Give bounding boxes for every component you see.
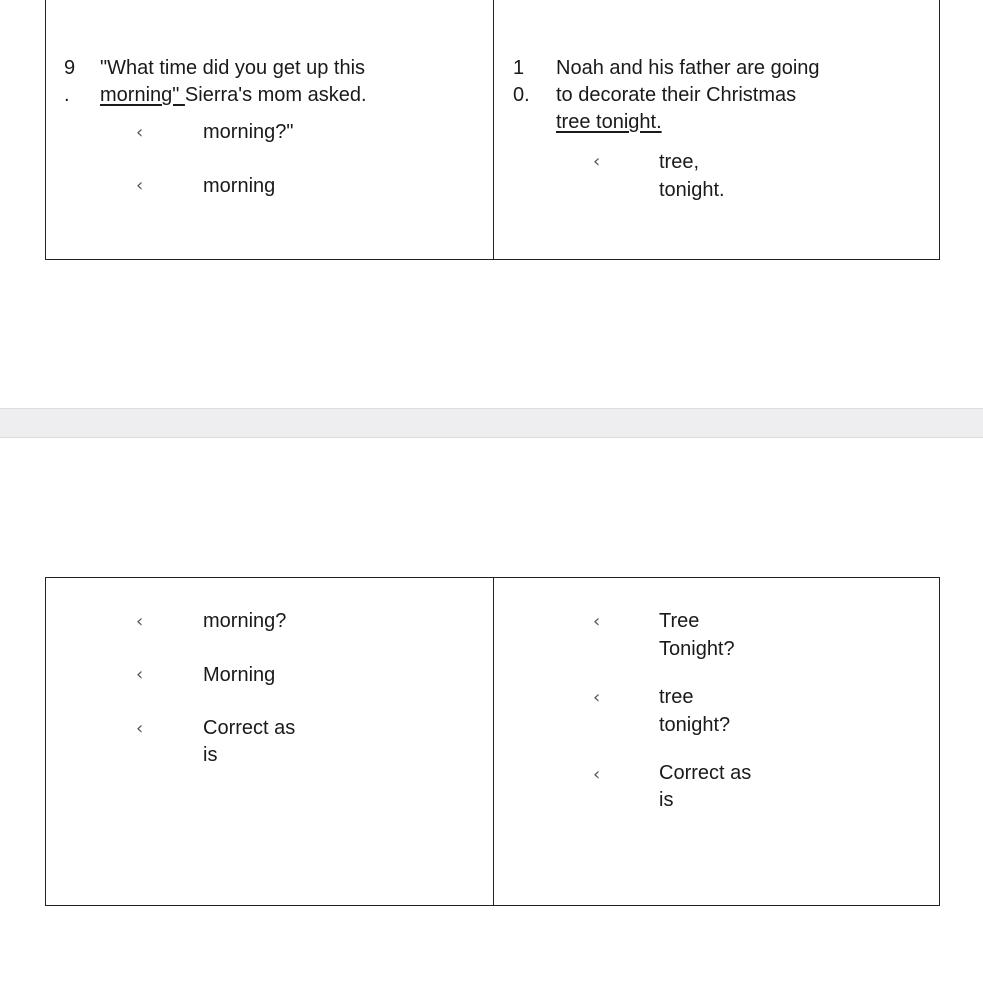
question-9-prompt-rest: Sierra's mom asked. bbox=[184, 84, 367, 106]
option-label bbox=[659, 683, 730, 739]
option-label-line2: is bbox=[659, 789, 674, 811]
question-9-number-line2: . bbox=[64, 84, 70, 106]
option-label bbox=[659, 607, 735, 663]
option-label-line1: Correct as bbox=[659, 762, 752, 784]
question-9-prompt bbox=[100, 55, 367, 109]
option-label-line2: is bbox=[203, 744, 218, 766]
question-10-prompt-line2: to decorate their Christmas bbox=[556, 84, 797, 106]
radio-button-icon[interactable]: ‹ bbox=[136, 175, 144, 196]
option-label-line1: Correct as bbox=[203, 717, 296, 739]
question-10-number bbox=[513, 55, 530, 109]
option-label: morning bbox=[203, 175, 276, 197]
radio-button-icon[interactable]: ‹ bbox=[593, 151, 601, 172]
radio-button-icon[interactable]: ‹ bbox=[136, 122, 144, 143]
question-10-underlined-text: tree tonight. bbox=[556, 111, 662, 133]
radio-button-icon[interactable]: ‹ bbox=[136, 718, 144, 739]
question-9-prompt-line2 bbox=[100, 82, 367, 109]
page-bottom bbox=[0, 438, 983, 984]
option-label-line1: Tree bbox=[659, 610, 700, 632]
option-label-line2: tonight. bbox=[659, 179, 725, 201]
question-9-underlined-text: morning" bbox=[100, 84, 185, 106]
question-9-cell-continued bbox=[46, 578, 493, 905]
option-label-line2: Tonight? bbox=[659, 638, 735, 660]
question-table-bottom bbox=[45, 577, 940, 906]
radio-button-icon[interactable]: ‹ bbox=[136, 664, 144, 685]
question-10-number-line1: 1 bbox=[513, 57, 525, 79]
option-label: Morning bbox=[203, 664, 276, 686]
question-10-cell-continued bbox=[493, 578, 939, 905]
question-9-cell bbox=[46, 0, 493, 259]
option-label-line1: tree bbox=[659, 686, 694, 708]
question-10-number-line2: 0. bbox=[513, 84, 530, 106]
page-top bbox=[0, 0, 983, 408]
question-9-prompt-line1: "What time did you get up this bbox=[100, 57, 366, 79]
option-label bbox=[203, 715, 295, 769]
page-break-separator bbox=[0, 408, 983, 438]
radio-button-icon[interactable]: ‹ bbox=[593, 687, 601, 708]
option-label: morning? bbox=[203, 610, 287, 632]
question-9-number-line1: 9 bbox=[64, 57, 76, 79]
question-10-prompt-line3 bbox=[556, 109, 820, 136]
question-10-prompt bbox=[556, 55, 820, 136]
option-label bbox=[659, 760, 751, 814]
option-label-line2: tonight? bbox=[659, 714, 731, 736]
radio-button-icon[interactable]: ‹ bbox=[593, 611, 601, 632]
question-10-prompt-line1: Noah and his father are going bbox=[556, 57, 820, 79]
option-label-line1: tree, bbox=[659, 151, 700, 173]
question-9-number bbox=[64, 55, 75, 109]
question-10-cell bbox=[493, 0, 939, 259]
question-table-top bbox=[45, 0, 940, 260]
radio-button-icon[interactable]: ‹ bbox=[593, 764, 601, 785]
option-label: morning?" bbox=[203, 121, 294, 143]
option-label bbox=[659, 148, 725, 204]
radio-button-icon[interactable]: ‹ bbox=[136, 611, 144, 632]
